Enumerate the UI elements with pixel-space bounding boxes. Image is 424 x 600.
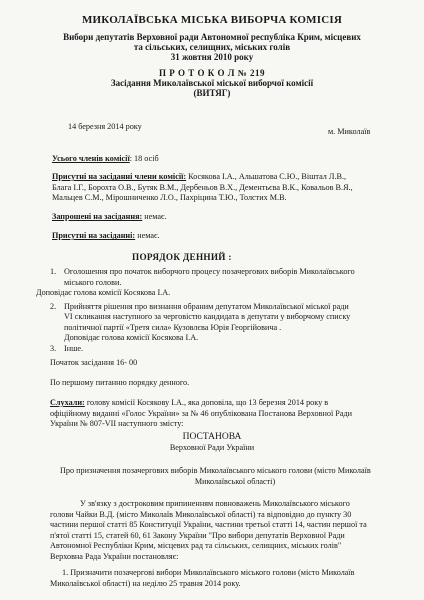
session-start: Початок засідання 16- 00: [50, 358, 138, 367]
members-label: Усього членів комісії: [52, 154, 130, 163]
agenda-item-number: 3.: [50, 343, 57, 353]
present-meeting-label: Присутні на засіданні:: [52, 231, 136, 240]
protocol-title: П Р О Т О К О Л № 219: [158, 68, 266, 78]
paragraph-line-5: Автономної Республіки Крим, місцевих рад та сільських, селищних, міських голів": [50, 541, 342, 550]
members-value: : 18 осіб: [129, 154, 159, 163]
decree-item: [50, 568, 405, 589]
resolution-subject-line-1: Про призначення позачергових виборів Миколаївського міського голови (місто Миколаїв: [60, 466, 371, 475]
agenda-item-number: 1.: [50, 267, 57, 276]
present-meeting-value: немає.: [135, 231, 160, 240]
agenda-item-text: VI скликання наступного за черговістю кандидата в депутати у виборчому списку: [64, 312, 351, 321]
protocol-date: 14 березня 2014 року: [68, 122, 142, 131]
paragraph-line-4: п'ятої статті 15, статей 60, 61 Закону України "Про вибори депутатів Верховної Ради: [50, 530, 345, 540]
agenda-item-speaker: Доповідає голова комісії Косякова І.А.: [36, 288, 171, 297]
paragraph-line-3: частини першої статті 85 Конституції України, частини третьої статті 14, частин першої та: [50, 520, 367, 529]
election-line-1: Вибори депутатів Верховної ради Автономної республіка Крим, місцевих: [63, 32, 361, 42]
present-at-meeting: [52, 231, 160, 242]
agenda-item-text: політичної партії «Третя сила» Кузовлєва Юрія Георгійовича .: [64, 322, 282, 332]
agenda-item: [50, 267, 400, 288]
present-members: [52, 172, 397, 204]
agenda-title: ПОРЯДОК ДЕННИЙ :: [132, 252, 232, 262]
paragraph-line-6: Верховна Рада України постановляє:: [50, 551, 179, 561]
agenda-item: [50, 344, 400, 355]
invited-label: Запрошені на засідання:: [52, 212, 143, 221]
protocol-place: м. Миколаїв: [328, 127, 371, 136]
heard-label: Слухали:: [50, 398, 85, 407]
heard-block: [50, 398, 400, 430]
paragraph-line-2: голови Чайки В.Д. (місто Миколаїв Миколаївської області) та відповідно до пункту 30: [50, 509, 352, 519]
members-count: [52, 154, 159, 165]
protocol-extract: (ВИТЯГ): [193, 88, 231, 98]
resolution-paragraph: [50, 499, 405, 562]
agenda-item-text: міського голови.: [64, 277, 122, 287]
agenda-item-text: Інше.: [64, 343, 84, 353]
heard-line-1: голову комісії Косякову І.А., яка доповіла, що 13 березня 2014 року в: [84, 398, 329, 407]
resolution-subject: [60, 466, 410, 487]
agenda-list: [36, 267, 400, 354]
present-line-2: Блага І.Г., Борохта О.В., Бутяк В.М., Дербеньов В.Х., Дементьєва В.К., Ковальов В.Я.,: [52, 182, 353, 192]
heard-line-2: офіційному виданні «Голос України» за № 46 опублікована Постанова Верховної Ради: [50, 408, 353, 418]
election-line-2: та сільських, селищних, міських голів: [133, 42, 291, 52]
protocol-meeting: Засідання Миколаївської міської виборчої комісії: [110, 78, 314, 88]
decree-line-2: Миколаївської області) на неділю 25 травня 2014 року.: [50, 578, 241, 588]
first-question: По першому питанню порядку денного.: [50, 378, 190, 387]
invited-value: немає.: [142, 212, 167, 221]
paragraph-line-1: У зв'язку з достроковим припиненням повноважень Миколаївського міського: [80, 499, 350, 508]
present-line-1: Косякова І.А., Альшатова С.Ю., Віштал Л.В.,: [186, 172, 347, 181]
agenda-item-text: Прийняття рішення про визнання обраним депутатом Миколаївської міської ради: [64, 301, 349, 311]
decree-line-1: 1. Призначити позачергові вибори Миколаївського міського голови (місто Миколаїв: [62, 568, 355, 577]
present-line-3: Мальцев С.М., Мірошниченко Л.О., Пахріцина Т.Ю., Толстих М.В.: [52, 193, 287, 202]
agenda-item-text: Оголошення про початок виборчого процесу позачергових виборів Миколаївського: [64, 267, 355, 276]
resolution-title: ПОСТАНОВА: [182, 432, 242, 442]
resolution-body: Верховної Ради України: [169, 443, 255, 452]
agenda-item-number: 2.: [50, 301, 57, 311]
commission-name: МИКОЛАЇВСЬКА МІСЬКА ВИБОРЧА КОМІСІЯ: [81, 14, 343, 26]
election-date: 31 жовтня 2010 року: [170, 52, 254, 62]
agenda-item-speaker: Доповідає голова комісії Косякова І.А.: [64, 333, 199, 342]
present-label: Присутні на засіданні члени комісії:: [52, 172, 187, 181]
invited: [52, 212, 167, 223]
resolution-subject-line-2: Миколаївської області): [194, 476, 276, 486]
agenda-item: [50, 302, 400, 344]
heard-line-3: України № 807-VII наступного змісту:: [50, 419, 184, 428]
